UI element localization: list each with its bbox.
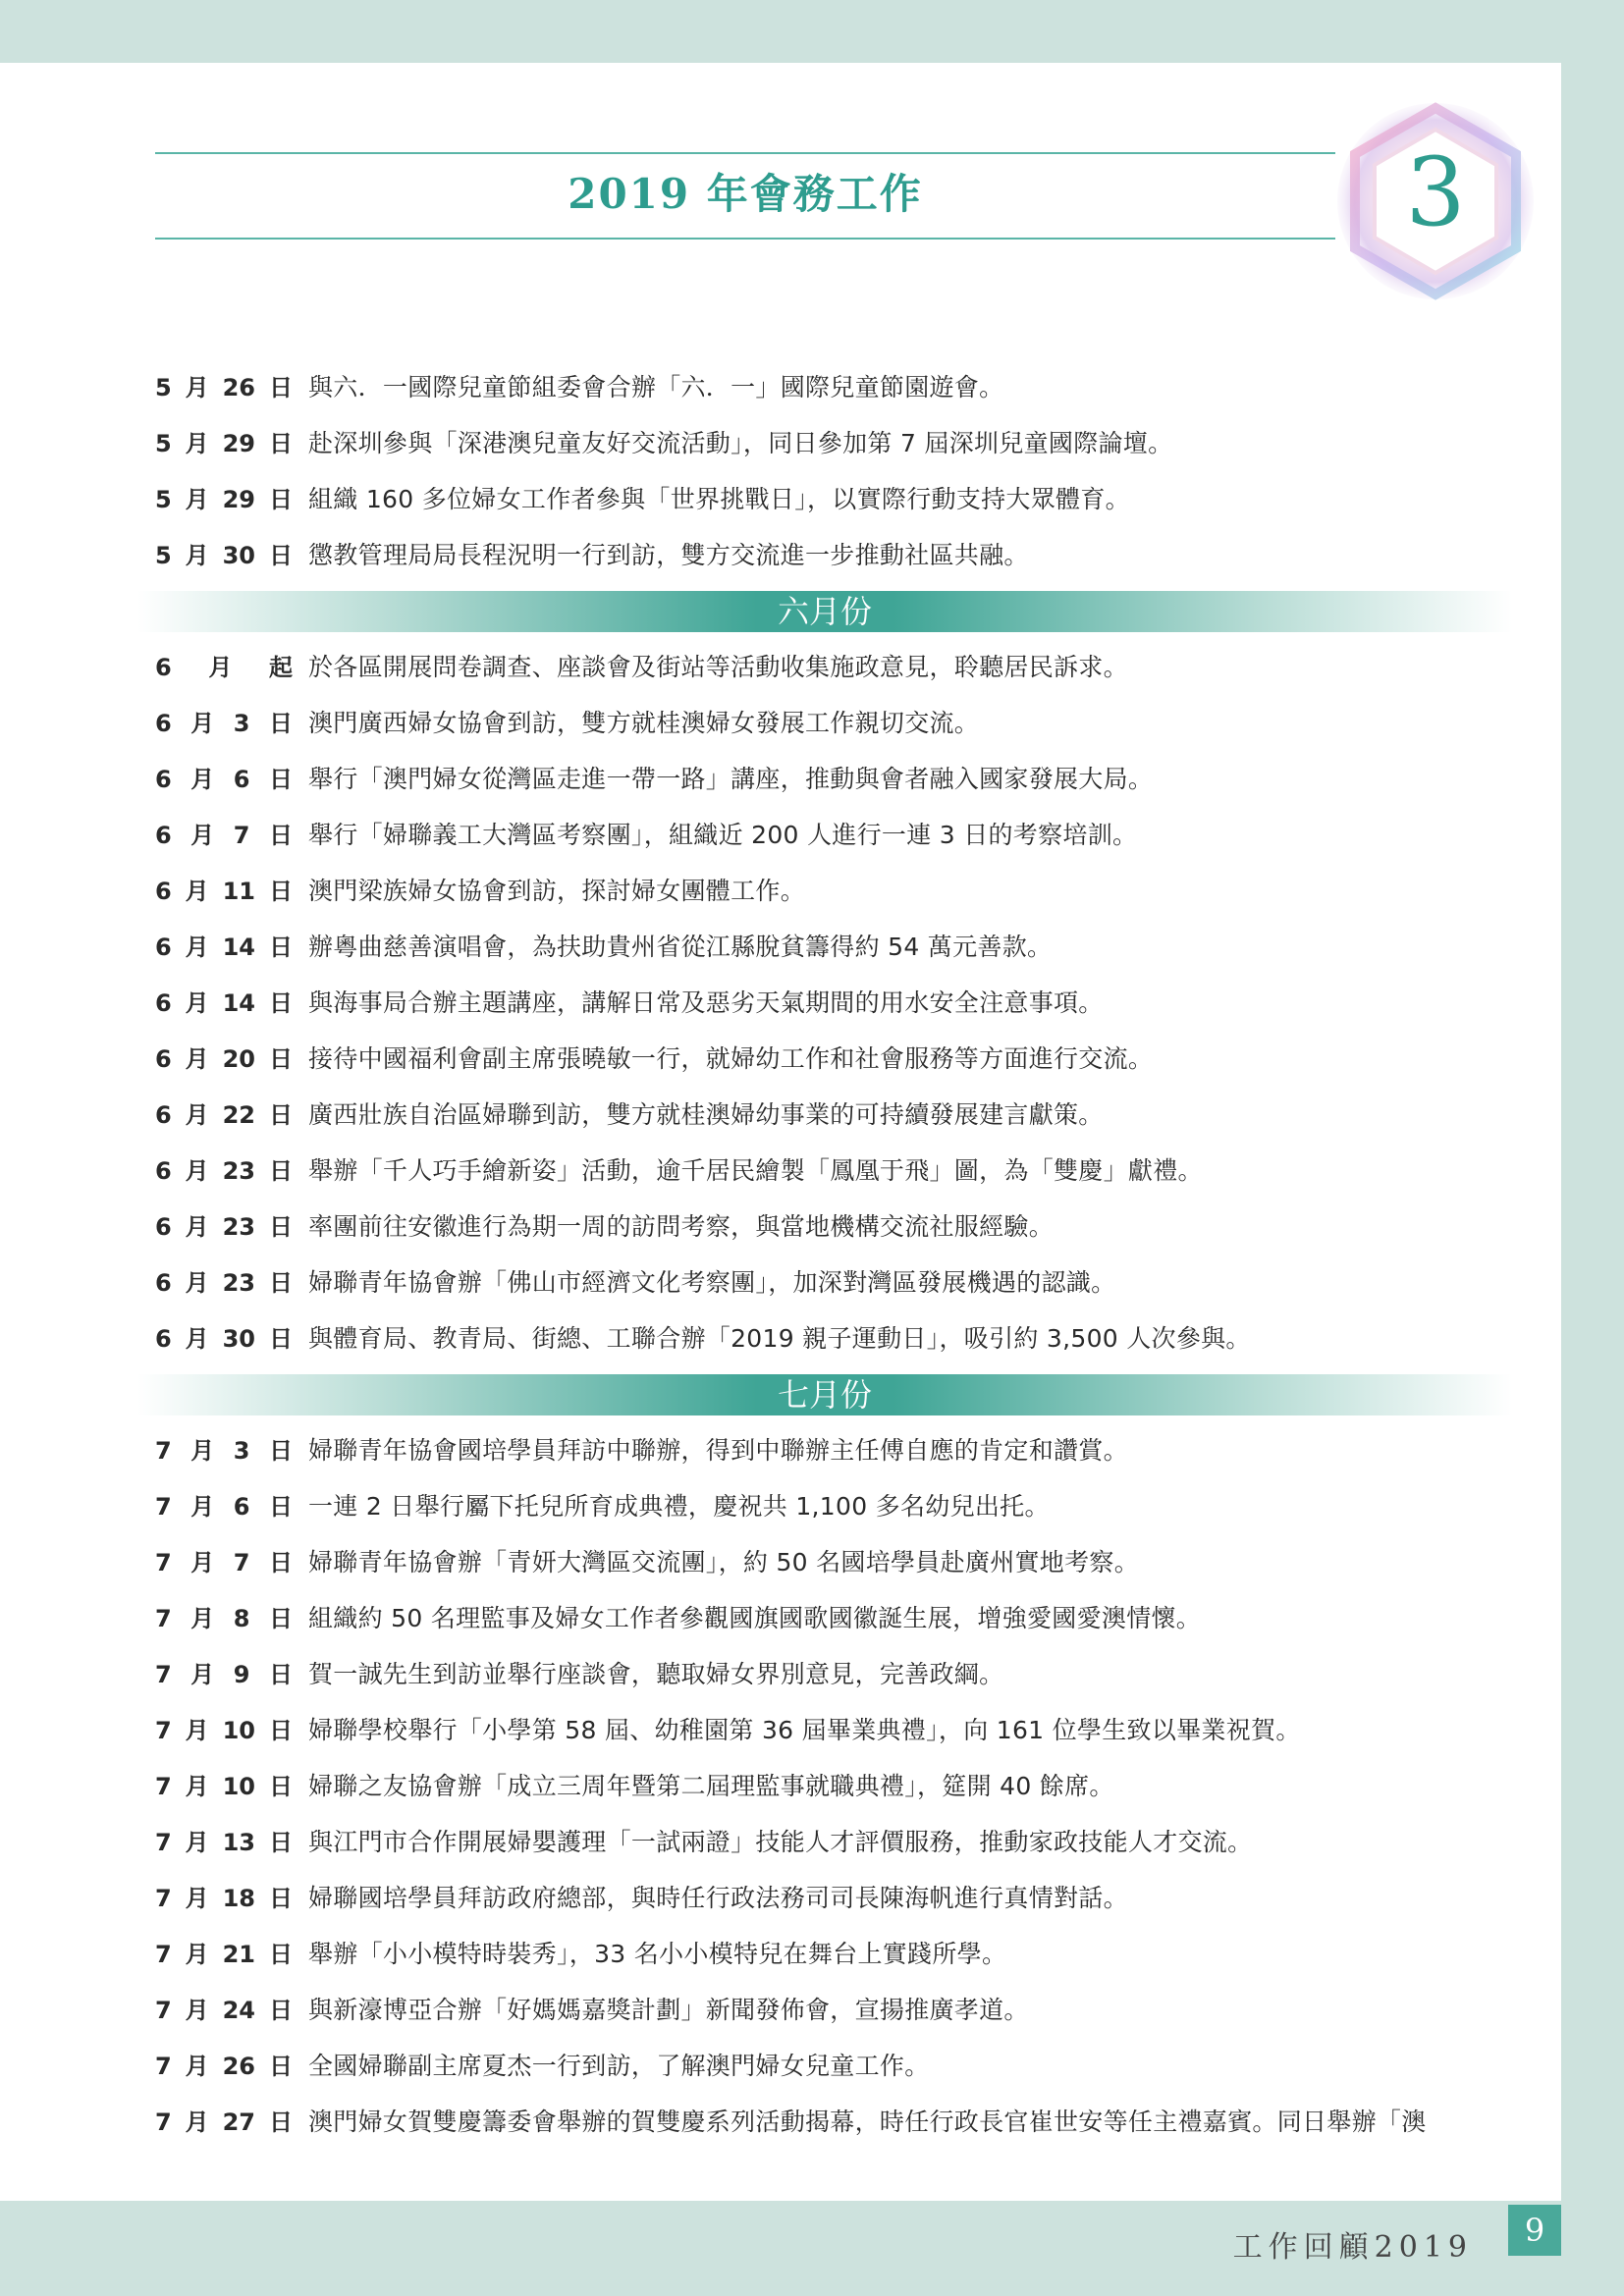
- entry-date-part: 月: [185, 1157, 209, 1185]
- entry-date-part: 日: [268, 2109, 293, 2136]
- entry-date-part: 7: [155, 2053, 172, 2080]
- entry-date-part: 18: [222, 1885, 256, 1912]
- entry-text: 於各區開展問卷調查、座談會及街站等活動收集施政意見，聆聽居民訴求。: [308, 653, 1128, 681]
- entry-text: 舉行「婦聯義工大灣區考察團」，組織近 200 人進行一連 3 日的考察培訓。: [308, 821, 1138, 849]
- entry-text: 婦聯青年協會國培學員拜訪中聯辦，得到中聯辦主任傅自應的肯定和讚賞。: [308, 1436, 1128, 1465]
- entry-date-part: 日: [268, 1997, 293, 2024]
- entry-text: 婦聯青年協會辦「青妍大灣區交流團」，約 50 名國培學員赴廣州實地考察。: [308, 1548, 1140, 1576]
- entry-date-part: 日: [269, 1493, 293, 1521]
- entry-date-part: 6: [155, 710, 172, 737]
- entry-date: [155, 982, 293, 1025]
- entry-date-part: 月: [190, 710, 215, 737]
- entry-date: [155, 2045, 293, 2088]
- month-header: 七月份: [137, 1374, 1512, 1415]
- entry-date-part: 月: [185, 1325, 209, 1353]
- entry-date: [155, 534, 293, 577]
- entry-text: 廣西壯族自治區婦聯到訪，雙方就桂澳婦幼事業的可持續發展建言獻策。: [308, 1100, 1104, 1129]
- entry-date-part: 7: [155, 1717, 172, 1744]
- entry-date-part: 月: [185, 542, 209, 569]
- entry-text: 澳門婦女賀雙慶籌委會舉辦的賀雙慶系列活動揭幕，時任行政長官崔世安等任主禮嘉賓。同日舉辦「澳: [308, 2108, 1427, 2136]
- entry-date-part: 月: [185, 1997, 209, 2024]
- entry-date-part: 日: [269, 1661, 293, 1688]
- month-header: 六月份: [137, 591, 1512, 632]
- entry-text: 與江門市合作開展婦嬰護理「一試兩證」技能人才評價服務，推動家政技能人才交流。: [308, 1828, 1253, 1856]
- entry-date-part: 30: [222, 1325, 256, 1353]
- entry-date-part: 日: [268, 486, 293, 513]
- entry-date-part: 日: [268, 1045, 293, 1073]
- entry-date-part: 6: [155, 934, 172, 961]
- entry-date: [155, 1317, 293, 1361]
- entry-date-part: 日: [268, 1101, 293, 1129]
- entry-text: 與新濠博亞合辦「好媽媽嘉獎計劃」新聞發佈會，宣揚推廣孝道。: [308, 1996, 1029, 2024]
- entry-date-part: 起: [268, 654, 293, 681]
- entry-date: [155, 1709, 293, 1752]
- entry-text: 組織約 50 名理監事及婦女工作者參觀國旗國歌國徽誕生展，增強愛國愛澳情懷。: [308, 1604, 1202, 1632]
- entry-date-part: 6: [155, 1213, 172, 1241]
- entry-date-part: 24: [222, 1997, 256, 2024]
- entry-date-part: 日: [268, 1829, 293, 1856]
- entry-text: 舉辦「千人巧手繪新姿」活動，逾千居民繪製「鳳凰于飛」圖，為「雙慶」獻禮。: [308, 1156, 1203, 1185]
- entry-date-part: 5: [155, 374, 172, 401]
- entry-date-part: 7: [155, 1493, 172, 1521]
- entry-text: 婦聯學校舉行「小學第 58 屆、幼稚園第 36 屆畢業典禮」，向 161 位學生致以畢業祝賀。: [308, 1716, 1301, 1744]
- entry-date: [155, 1877, 293, 1920]
- entry-date-part: 21: [222, 1941, 256, 1968]
- entry-date-part: 月: [185, 374, 209, 401]
- entry-date-part: 5: [155, 486, 172, 513]
- entry-date-part: 月: [190, 1605, 215, 1632]
- entry-date: [155, 422, 293, 465]
- entry-date-part: 日: [268, 1773, 293, 1800]
- entry-date-part: 月: [185, 1717, 209, 1744]
- entry-text: 辦粵曲慈善演唱會，為扶助貴州省從江縣脫貧籌得約 54 萬元善款。: [308, 933, 1053, 961]
- entry-date-part: 6: [155, 654, 172, 681]
- entry-date-part: 月: [185, 1269, 209, 1297]
- entry-text: 澳門梁族婦女協會到訪，探討婦女團體工作。: [308, 877, 806, 905]
- entry-date-part: 29: [222, 486, 256, 513]
- entry-date-part: 7: [155, 2109, 172, 2136]
- entry-date: [155, 814, 293, 857]
- entry-date-part: 日: [268, 542, 293, 569]
- entry-text: 與體育局、教青局、街總、工聯合辦「2019 親子運動日」，吸引約 3,500 人次參與。: [308, 1324, 1251, 1353]
- entry-date-part: 日: [269, 710, 293, 737]
- entry-date-part: 23: [222, 1269, 256, 1297]
- entry-date-part: 11: [222, 878, 256, 905]
- entry-date-part: 7: [155, 1885, 172, 1912]
- entry-date-part: 23: [222, 1157, 256, 1185]
- page-title: 2019 年會務工作: [568, 170, 923, 218]
- entry-date-part: 月: [185, 1885, 209, 1912]
- entry-date-part: 月: [185, 1829, 209, 1856]
- entry-date-part: 6: [155, 878, 172, 905]
- entry-text: 與六．一國際兒童節組委會合辦「六．一」國際兒童節園遊會。: [308, 373, 1004, 401]
- entry-text: 賀一誠先生到訪並舉行座談會，聽取婦女界別意見，完善政綱。: [308, 1660, 1004, 1688]
- entry-date-part: 月: [190, 822, 215, 849]
- title-bottom-rule: [155, 238, 1335, 240]
- entry-date-part: 月: [185, 1213, 209, 1241]
- entry-date-part: 日: [268, 934, 293, 961]
- footer-label: 工作回顧2019: [1232, 2230, 1473, 2265]
- entry-text: 舉辦「小小模特時裝秀」，33 名小小模特兒在舞台上實踐所學。: [308, 1940, 1007, 1968]
- entry-date: [155, 758, 293, 801]
- entry-date-part: 月: [190, 1549, 215, 1576]
- entry-date: [155, 1653, 293, 1696]
- entry-text: 一連 2 日舉行屬下托兒所育成典禮，慶祝共 1,100 多名幼兒出托。: [308, 1492, 1050, 1521]
- entry-date-part: 6: [233, 1493, 250, 1521]
- entry-date-part: 13: [222, 1829, 256, 1856]
- entry-date-part: 6: [155, 822, 172, 849]
- entry-date-part: 14: [222, 989, 256, 1017]
- entry-date-part: 7: [155, 1549, 172, 1576]
- entry-date-part: 27: [222, 2109, 256, 2136]
- entry-date: [155, 1038, 293, 1081]
- entry-date: [155, 1261, 293, 1305]
- entry-date: [155, 478, 293, 521]
- entry-date-part: 日: [268, 1157, 293, 1185]
- entry-date-part: 9: [233, 1661, 250, 1688]
- entry-date-part: 6: [155, 989, 172, 1017]
- entry-date-part: 日: [269, 1437, 293, 1465]
- entry-date-part: 日: [268, 1941, 293, 1968]
- entry-date: [155, 926, 293, 969]
- entry-date: [155, 870, 293, 913]
- entry-text: 率團前往安徽進行為期一周的訪問考察，與當地機構交流社服經驗。: [308, 1212, 1055, 1241]
- entry-date-part: 月: [185, 430, 209, 457]
- page-number: 9: [1508, 2205, 1561, 2256]
- entry-date: [155, 1149, 293, 1193]
- entry-date-part: 3: [233, 710, 250, 737]
- entry-date-part: 6: [155, 766, 172, 793]
- entry-date: [155, 1429, 293, 1472]
- entry-date: [155, 1989, 293, 2032]
- entry-date-part: 22: [222, 1101, 256, 1129]
- entry-date-part: 日: [268, 1325, 293, 1353]
- entry-text: 舉行「澳門婦女從灣區走進一帶一路」講座，推動與會者融入國家發展大局。: [308, 765, 1154, 793]
- entry-date-part: 10: [222, 1717, 256, 1744]
- entry-date-part: 6: [155, 1045, 172, 1073]
- entry-date: [155, 1765, 293, 1808]
- entry-date-part: 20: [222, 1045, 256, 1073]
- entry-date-part: 3: [233, 1437, 250, 1465]
- title-top-rule: [155, 152, 1335, 154]
- entry-date-part: 30: [222, 542, 256, 569]
- entry-text: 婦聯國培學員拜訪政府總部，與時任行政法務司司長陳海帆進行真情對話。: [308, 1884, 1128, 1912]
- entry-text: 婦聯青年協會辦「佛山市經濟文化考察團」，加深對灣區發展機遇的認識。: [308, 1268, 1116, 1297]
- entry-date-part: 日: [268, 1717, 293, 1744]
- entry-text: 接待中國福利會副主席張曉敏一行，就婦幼工作和社會服務等方面進行交流。: [308, 1044, 1154, 1073]
- entry-date-part: 日: [269, 822, 293, 849]
- entry-text: 赴深圳參與「深港澳兒童友好交流活動」，同日參加第 7 屆深圳兒童國際論壇。: [308, 429, 1173, 457]
- entry-date-part: 7: [155, 1773, 172, 1800]
- entry-date-part: 7: [233, 822, 250, 849]
- entry-date-part: 26: [222, 2053, 256, 2080]
- entry-date-part: 日: [268, 989, 293, 1017]
- entry-date-part: 日: [268, 2053, 293, 2080]
- entry-date-part: 月: [190, 1493, 215, 1521]
- entry-date-part: 日: [268, 1213, 293, 1241]
- entry-date-part: 月: [185, 989, 209, 1017]
- entry-date-part: 29: [222, 430, 256, 457]
- entry-date: [155, 1933, 293, 1976]
- entry-date-part: 月: [185, 2053, 209, 2080]
- entry-date-part: 日: [269, 1549, 293, 1576]
- entry-date: [155, 1597, 293, 1640]
- entry-date: [155, 646, 293, 689]
- entry-text: 全國婦聯副主席夏杰一行到訪，了解澳門婦女兒童工作。: [308, 2052, 930, 2080]
- entry-date-part: 6: [155, 1101, 172, 1129]
- entry-date-part: 日: [268, 878, 293, 905]
- entry-date: [155, 702, 293, 745]
- entry-date-part: 7: [155, 1661, 172, 1688]
- entry-date-part: 8: [233, 1605, 250, 1632]
- entry-text: 婦聯之友協會辦「成立三周年暨第二屆理監事就職典禮」，筵開 40 餘席。: [308, 1772, 1114, 1800]
- entry-date: [155, 366, 293, 409]
- entry-date-part: 日: [269, 766, 293, 793]
- entry-text: 澳門廣西婦女協會到訪，雙方就桂澳婦女發展工作親切交流。: [308, 709, 980, 737]
- entry-date: [155, 2101, 293, 2144]
- entry-date: [155, 1821, 293, 1864]
- entry-date-part: 月: [185, 1941, 209, 1968]
- entry-date-part: 月: [185, 1773, 209, 1800]
- entry-date-part: 5: [155, 542, 172, 569]
- entry-date-part: 7: [233, 1549, 250, 1576]
- entry-date-part: 月: [190, 766, 215, 793]
- entry-date-part: 月: [185, 486, 209, 513]
- entry-date-part: 月: [185, 1045, 209, 1073]
- entry-date-part: 23: [222, 1213, 256, 1241]
- entry-date-part: 26: [222, 374, 256, 401]
- entry-date-part: 7: [155, 1437, 172, 1465]
- entry-date-part: 10: [222, 1773, 256, 1800]
- entry-date-part: 日: [268, 1269, 293, 1297]
- entry-date-part: 6: [155, 1157, 172, 1185]
- entry-date-part: 月: [208, 654, 233, 681]
- entry-date-part: 7: [155, 1941, 172, 1968]
- entry-date-part: 7: [155, 1829, 172, 1856]
- entry-date-part: 14: [222, 934, 256, 961]
- entry-date-part: 5: [155, 430, 172, 457]
- entry-date-part: 月: [190, 1661, 215, 1688]
- entry-date-part: 6: [155, 1325, 172, 1353]
- entry-text: 與海事局合辦主題講座，講解日常及惡劣天氣期間的用水安全注意事項。: [308, 988, 1104, 1017]
- entry-text: 懲教管理局局長程況明一行到訪，雙方交流進一步推動社區共融。: [308, 541, 1029, 569]
- entry-date-part: 日: [268, 1885, 293, 1912]
- chapter-number: 3: [1405, 137, 1466, 247]
- entry-date-part: 7: [155, 1605, 172, 1632]
- entry-date: [155, 1205, 293, 1249]
- entry-date-part: 日: [269, 1605, 293, 1632]
- entry-date-part: 6: [155, 1269, 172, 1297]
- entry-date-part: 月: [185, 934, 209, 961]
- entry-date-part: 日: [268, 374, 293, 401]
- entry-date: [155, 1094, 293, 1137]
- entry-text: 組織 160 多位婦女工作者參與「世界挑戰日」，以實際行動支持大眾體育。: [308, 485, 1130, 513]
- entry-date: [155, 1485, 293, 1528]
- entry-date-part: 月: [190, 1437, 215, 1465]
- entry-date-part: 6: [233, 766, 250, 793]
- entry-date-part: 月: [185, 878, 209, 905]
- entry-date-part: 7: [155, 1997, 172, 2024]
- hexagon-badge-icon: [1337, 88, 1534, 314]
- entry-date: [155, 1541, 293, 1584]
- entry-date-part: 日: [268, 430, 293, 457]
- entry-date-part: 月: [185, 2109, 209, 2136]
- entry-date-part: 月: [185, 1101, 209, 1129]
